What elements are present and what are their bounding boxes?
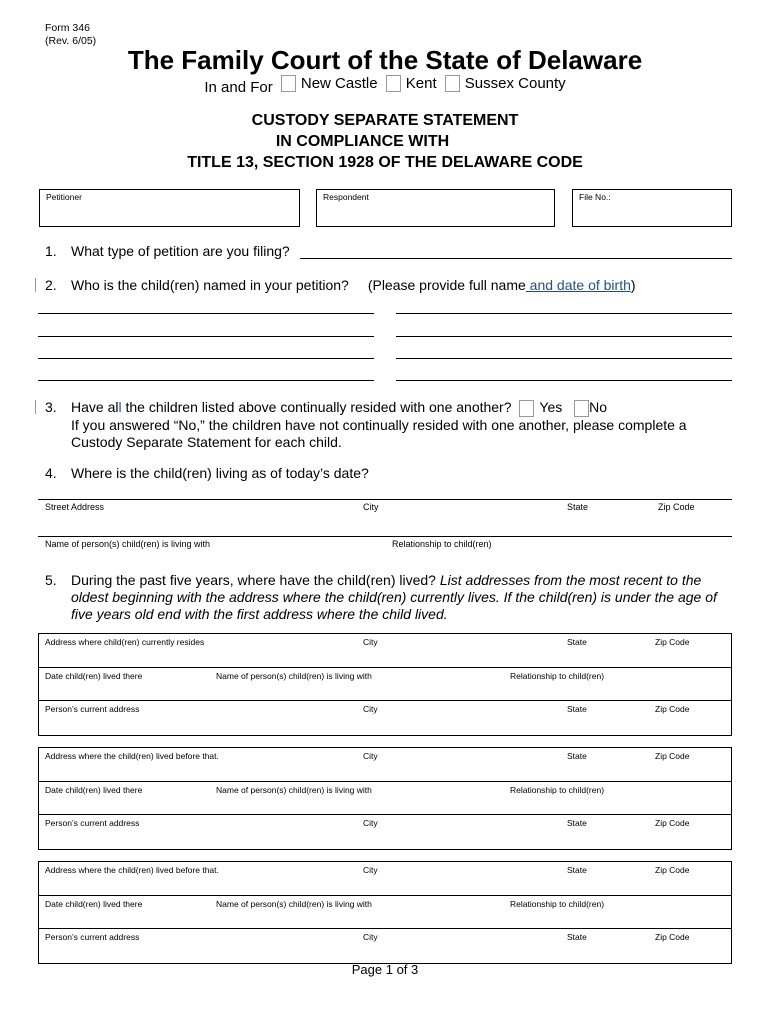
checkbox-yes[interactable] xyxy=(519,400,534,417)
county-label-sussex: Sussex County xyxy=(464,75,566,92)
state-label: State xyxy=(567,704,587,714)
question-2-text: Who is the child(ren) named in your petition? xyxy=(71,277,349,293)
question-2-hint-end: ) xyxy=(630,277,636,293)
address-row[interactable] xyxy=(39,862,731,896)
no-label: No xyxy=(589,399,608,415)
relationship-label: Relationship to child(ren) xyxy=(510,670,605,681)
question-5-instruction-cont: oldest beginning with the address where the child(ren) currently lives. If the child(ren) is under the age of xyxy=(71,589,717,605)
petitioner-field[interactable] xyxy=(39,189,300,227)
address-history-table xyxy=(38,633,732,736)
person-current-address-label: Person’s current address xyxy=(45,932,140,942)
address-history-table xyxy=(38,861,732,964)
question-3-note: If you answered “No,” the children have not continually resided with one another, please complete a xyxy=(71,416,687,433)
question-3-note-cont: Custody Separate Statement for each child. xyxy=(71,433,342,450)
state-label: State xyxy=(567,751,587,761)
question-5-instruction-end: five years old end with the first address where the child lived. xyxy=(71,606,448,622)
petitioner-label: Petitioner xyxy=(46,192,82,202)
file-number-field[interactable] xyxy=(572,189,732,227)
question-5-instruction: List addresses from the most recent to the xyxy=(439,572,702,588)
county-label-kent: Kent xyxy=(405,75,437,92)
county-option-new-castle[interactable] xyxy=(281,75,378,92)
city-label: City xyxy=(363,751,378,761)
current-address-line[interactable] xyxy=(38,536,732,537)
child-name-line[interactable] xyxy=(38,358,374,359)
state-label: State xyxy=(567,932,587,942)
city-label: City xyxy=(363,502,379,512)
relationship-label: Relationship to child(ren) xyxy=(392,539,492,549)
person-current-address-label: Person’s current address xyxy=(45,704,140,714)
question-3-number: 3. xyxy=(45,399,57,415)
question-1-number: 1. xyxy=(45,243,57,259)
dates-label: Date child(ren) lived there xyxy=(45,784,143,795)
person-address-row[interactable] xyxy=(39,929,731,963)
question-5 xyxy=(45,572,717,623)
zip-code-label: Zip Code xyxy=(655,704,690,714)
child-dob-line[interactable] xyxy=(396,358,732,359)
dates-label: Date child(ren) lived there xyxy=(45,898,143,909)
heading-line-1: CUSTODY SEPARATE STATEMENT xyxy=(251,112,519,129)
file-number-label: File No.: xyxy=(579,192,611,202)
city-label: City xyxy=(363,637,378,647)
city-label: City xyxy=(363,704,378,714)
question-4 xyxy=(45,465,369,481)
yes-label: Yes xyxy=(539,399,563,415)
address-label: Address where the child(ren) lived before that. xyxy=(45,751,219,761)
question-2 xyxy=(45,277,636,293)
question-1-text: What type of petition are you filing? xyxy=(71,243,290,259)
child-name-line[interactable] xyxy=(38,380,374,381)
person-address-row[interactable] xyxy=(39,815,731,849)
form-revision: (Rev. 6/05) xyxy=(45,35,97,47)
city-label: City xyxy=(363,932,378,942)
state-label: State xyxy=(567,502,589,512)
resident-row[interactable] xyxy=(39,668,731,702)
respondent-label: Respondent xyxy=(323,192,369,202)
living-with-label: Name of person(s) child(ren) is living with xyxy=(216,670,372,681)
edit-marker xyxy=(35,400,36,414)
form-number: Form 346 xyxy=(45,22,90,34)
resident-row[interactable] xyxy=(39,782,731,816)
dates-label: Date child(ren) lived there xyxy=(45,670,143,681)
state-label: State xyxy=(567,865,587,875)
county-selector xyxy=(0,75,770,96)
person-current-address-label: Person’s current address xyxy=(45,818,140,828)
respondent-field[interactable] xyxy=(316,189,555,227)
living-with-label: Name of person(s) child(ren) is living with xyxy=(45,539,211,549)
zip-code-label: Zip Code xyxy=(655,751,690,761)
relationship-label: Relationship to child(ren) xyxy=(510,898,605,909)
edit-marker xyxy=(35,278,36,292)
county-label-new-castle: New Castle xyxy=(300,75,378,92)
checkbox-new-castle[interactable] xyxy=(281,75,296,92)
question-2-hint: (Please provide full name xyxy=(367,277,526,293)
address-history-table xyxy=(38,747,732,850)
zip-code-label: Zip Code xyxy=(655,818,690,828)
city-label: City xyxy=(363,818,378,828)
question-3-text: Have al xyxy=(71,399,119,415)
address-row[interactable] xyxy=(39,634,731,668)
state-label: State xyxy=(567,818,587,828)
page-number: Page 1 of 3 xyxy=(351,962,419,977)
checkbox-kent[interactable] xyxy=(386,75,401,92)
zip-code-label: Zip Code xyxy=(658,502,695,512)
zip-code-label: Zip Code xyxy=(655,865,690,875)
relationship-label: Relationship to child(ren) xyxy=(510,784,605,795)
street-address-label: Street Address xyxy=(45,502,105,512)
county-option-kent[interactable] xyxy=(386,75,437,92)
court-title: The Family Court of the State of Delaware xyxy=(127,45,643,75)
living-with-label: Name of person(s) child(ren) is living with xyxy=(216,898,372,909)
zip-code-label: Zip Code xyxy=(655,637,690,647)
checkbox-no[interactable] xyxy=(574,400,589,417)
living-with-label: Name of person(s) child(ren) is living with xyxy=(216,784,372,795)
child-dob-line[interactable] xyxy=(396,336,732,337)
question-2-hint-revision: and date of birth xyxy=(525,277,631,293)
question-5-number: 5. xyxy=(45,572,57,588)
current-address-top-rule xyxy=(38,499,732,500)
address-label: Address where the child(ren) lived before that. xyxy=(45,865,219,875)
question-3-text-cont: the children listed above continually resided with one another? xyxy=(121,399,512,415)
question-3 xyxy=(45,399,687,451)
question-5-text: During the past five years, where have the child(ren) lived? xyxy=(71,572,436,588)
heading-line-3: TITLE 13, SECTION 1928 OF THE DELAWARE CODE xyxy=(187,154,583,171)
city-label: City xyxy=(363,865,378,875)
address-row[interactable] xyxy=(39,748,731,782)
question-3-revision: l xyxy=(118,399,122,415)
zip-code-label: Zip Code xyxy=(655,932,690,942)
county-option-sussex[interactable] xyxy=(445,75,566,92)
heading-line-2: IN COMPLIANCE WITH xyxy=(275,133,450,150)
question-1 xyxy=(45,243,290,259)
person-address-row[interactable] xyxy=(39,701,731,735)
child-name-line[interactable] xyxy=(38,336,374,337)
county-prefix: In and For xyxy=(204,79,273,96)
child-name-line[interactable] xyxy=(38,313,374,314)
question-4-text: Where is the child(ren) living as of today’s date? xyxy=(71,465,369,481)
petition-type-line[interactable] xyxy=(300,258,732,259)
state-label: State xyxy=(567,637,587,647)
child-dob-line[interactable] xyxy=(396,380,732,381)
question-4-number: 4. xyxy=(45,465,57,481)
question-2-number: 2. xyxy=(45,277,57,293)
resident-row[interactable] xyxy=(39,896,731,930)
checkbox-sussex[interactable] xyxy=(445,75,460,92)
child-dob-line[interactable] xyxy=(396,313,732,314)
address-label: Address where child(ren) currently resides xyxy=(45,637,205,647)
